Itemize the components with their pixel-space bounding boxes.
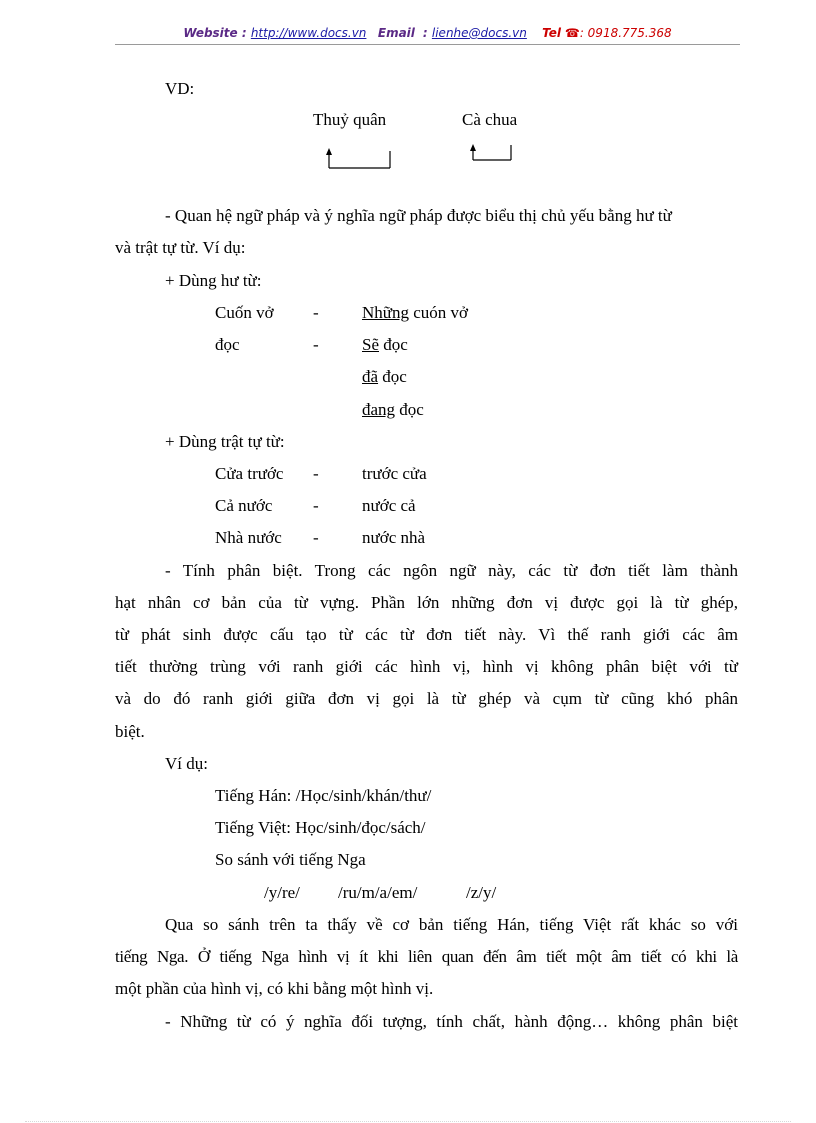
function-words-title: + Dùng hư từ: <box>165 271 262 290</box>
wo-row-dash: - <box>313 528 319 547</box>
fw-row-dash: - <box>313 303 319 322</box>
tel-label: Tel <box>542 26 562 40</box>
wo-row-right: nước cả <box>362 496 416 515</box>
tel-number: : 0918.775.368 <box>579 26 672 40</box>
word-order-title: + Dùng trật tự từ: <box>165 432 285 451</box>
email-sep: : <box>418 26 432 40</box>
comparison-line: tiếng Nga. Ở tiếng Nga hình vị ít khi liên quan đến âm tiết một âm tiết có khi là <box>115 947 738 966</box>
vidu-label: Ví dụ: <box>165 754 208 773</box>
page-header <box>115 24 740 45</box>
grammar-relation-line-2: và trật tự từ. Ví dụ: <box>115 238 246 257</box>
wo-row-left: Nhà nước <box>215 528 282 547</box>
fw-row-left: đọc <box>215 335 240 354</box>
russian-compare-label: So sánh với tiếng Nga <box>215 850 366 869</box>
fw-row-right: đã đọc <box>362 367 407 386</box>
wo-row-right: nước nhà <box>362 528 426 547</box>
example-word-2: Cà chua <box>462 110 518 129</box>
chinese-example: Tiếng Hán: /Học/sinh/khán/thư/ <box>215 786 432 805</box>
fw-row-left: Cuốn vở <box>215 303 274 322</box>
distinction-line: - Tính phân biệt. Trong các ngôn ngữ này, các từ đơn tiết làm thành <box>165 561 738 580</box>
website-link[interactable]: http://www.docs.vn <box>250 26 367 40</box>
distinction-line: và do đó ranh giới giữa đơn vị gọi là từ ghép và cụm từ cũng khó phân <box>115 689 738 708</box>
bracket-arrow-1 <box>322 146 394 172</box>
vietnamese-example: Tiếng Việt: Học/sinh/đọc/sách/ <box>215 818 426 837</box>
vd-label: VD: <box>165 79 195 98</box>
comparison-line: một phần của hình vị, có khi bằng một hình vị. <box>115 979 434 998</box>
wo-row-left: Cả nước <box>215 496 273 515</box>
fw-row-dash: - <box>313 335 319 354</box>
russian-part: /z/y/ <box>466 883 497 902</box>
distinction-line: từ phát sinh được cấu tạo từ các từ đơn tiết này. Vì thế ranh giới các âm <box>115 625 738 644</box>
fw-row-right: đang đọc <box>362 400 424 419</box>
grammar-relation-line-1: - Quan hệ ngữ pháp và ý nghĩa ngữ pháp được biểu thị chủ yếu bằng hư từ <box>165 206 672 225</box>
wo-row-right: trước cửa <box>362 464 427 483</box>
russian-part: /ru/m/a/em/ <box>338 883 418 902</box>
website-label: Website <box>183 26 238 40</box>
bracket-arrow-2 <box>466 142 516 164</box>
wo-row-dash: - <box>313 464 319 483</box>
fw-row-right: Những cuón vở <box>362 303 469 322</box>
wo-row-dash: - <box>313 496 319 515</box>
wo-row-left: Cửa trước <box>215 464 284 483</box>
email-label: Email <box>377 26 415 40</box>
russian-part: /y/re/ <box>264 883 300 902</box>
distinction-line: hạt nhân cơ bản của từ vựng. Phần lớn những đơn vị được gọi là từ ghép, <box>115 593 738 612</box>
object-words-line: - Những từ có ý nghĩa đối tượng, tính chất, hành động… không phân biệt <box>165 1012 738 1031</box>
example-word-1: Thuỷ quân <box>313 110 387 129</box>
phone-icon: ☎ <box>564 26 580 40</box>
email-link[interactable]: lienhe@docs.vn <box>431 26 527 40</box>
website-sep: : <box>237 26 251 40</box>
footer-divider <box>25 1121 791 1122</box>
comparison-line: Qua so sánh trên ta thấy về cơ bản tiếng Hán, tiếng Việt rất khác so với <box>165 915 738 934</box>
fw-row-right: Sẽ đọc <box>362 335 408 354</box>
distinction-line: tiết thường trùng với ranh giới các hình vị, hình vị không phân biệt với từ <box>115 657 738 676</box>
distinction-line: biệt. <box>115 722 145 741</box>
